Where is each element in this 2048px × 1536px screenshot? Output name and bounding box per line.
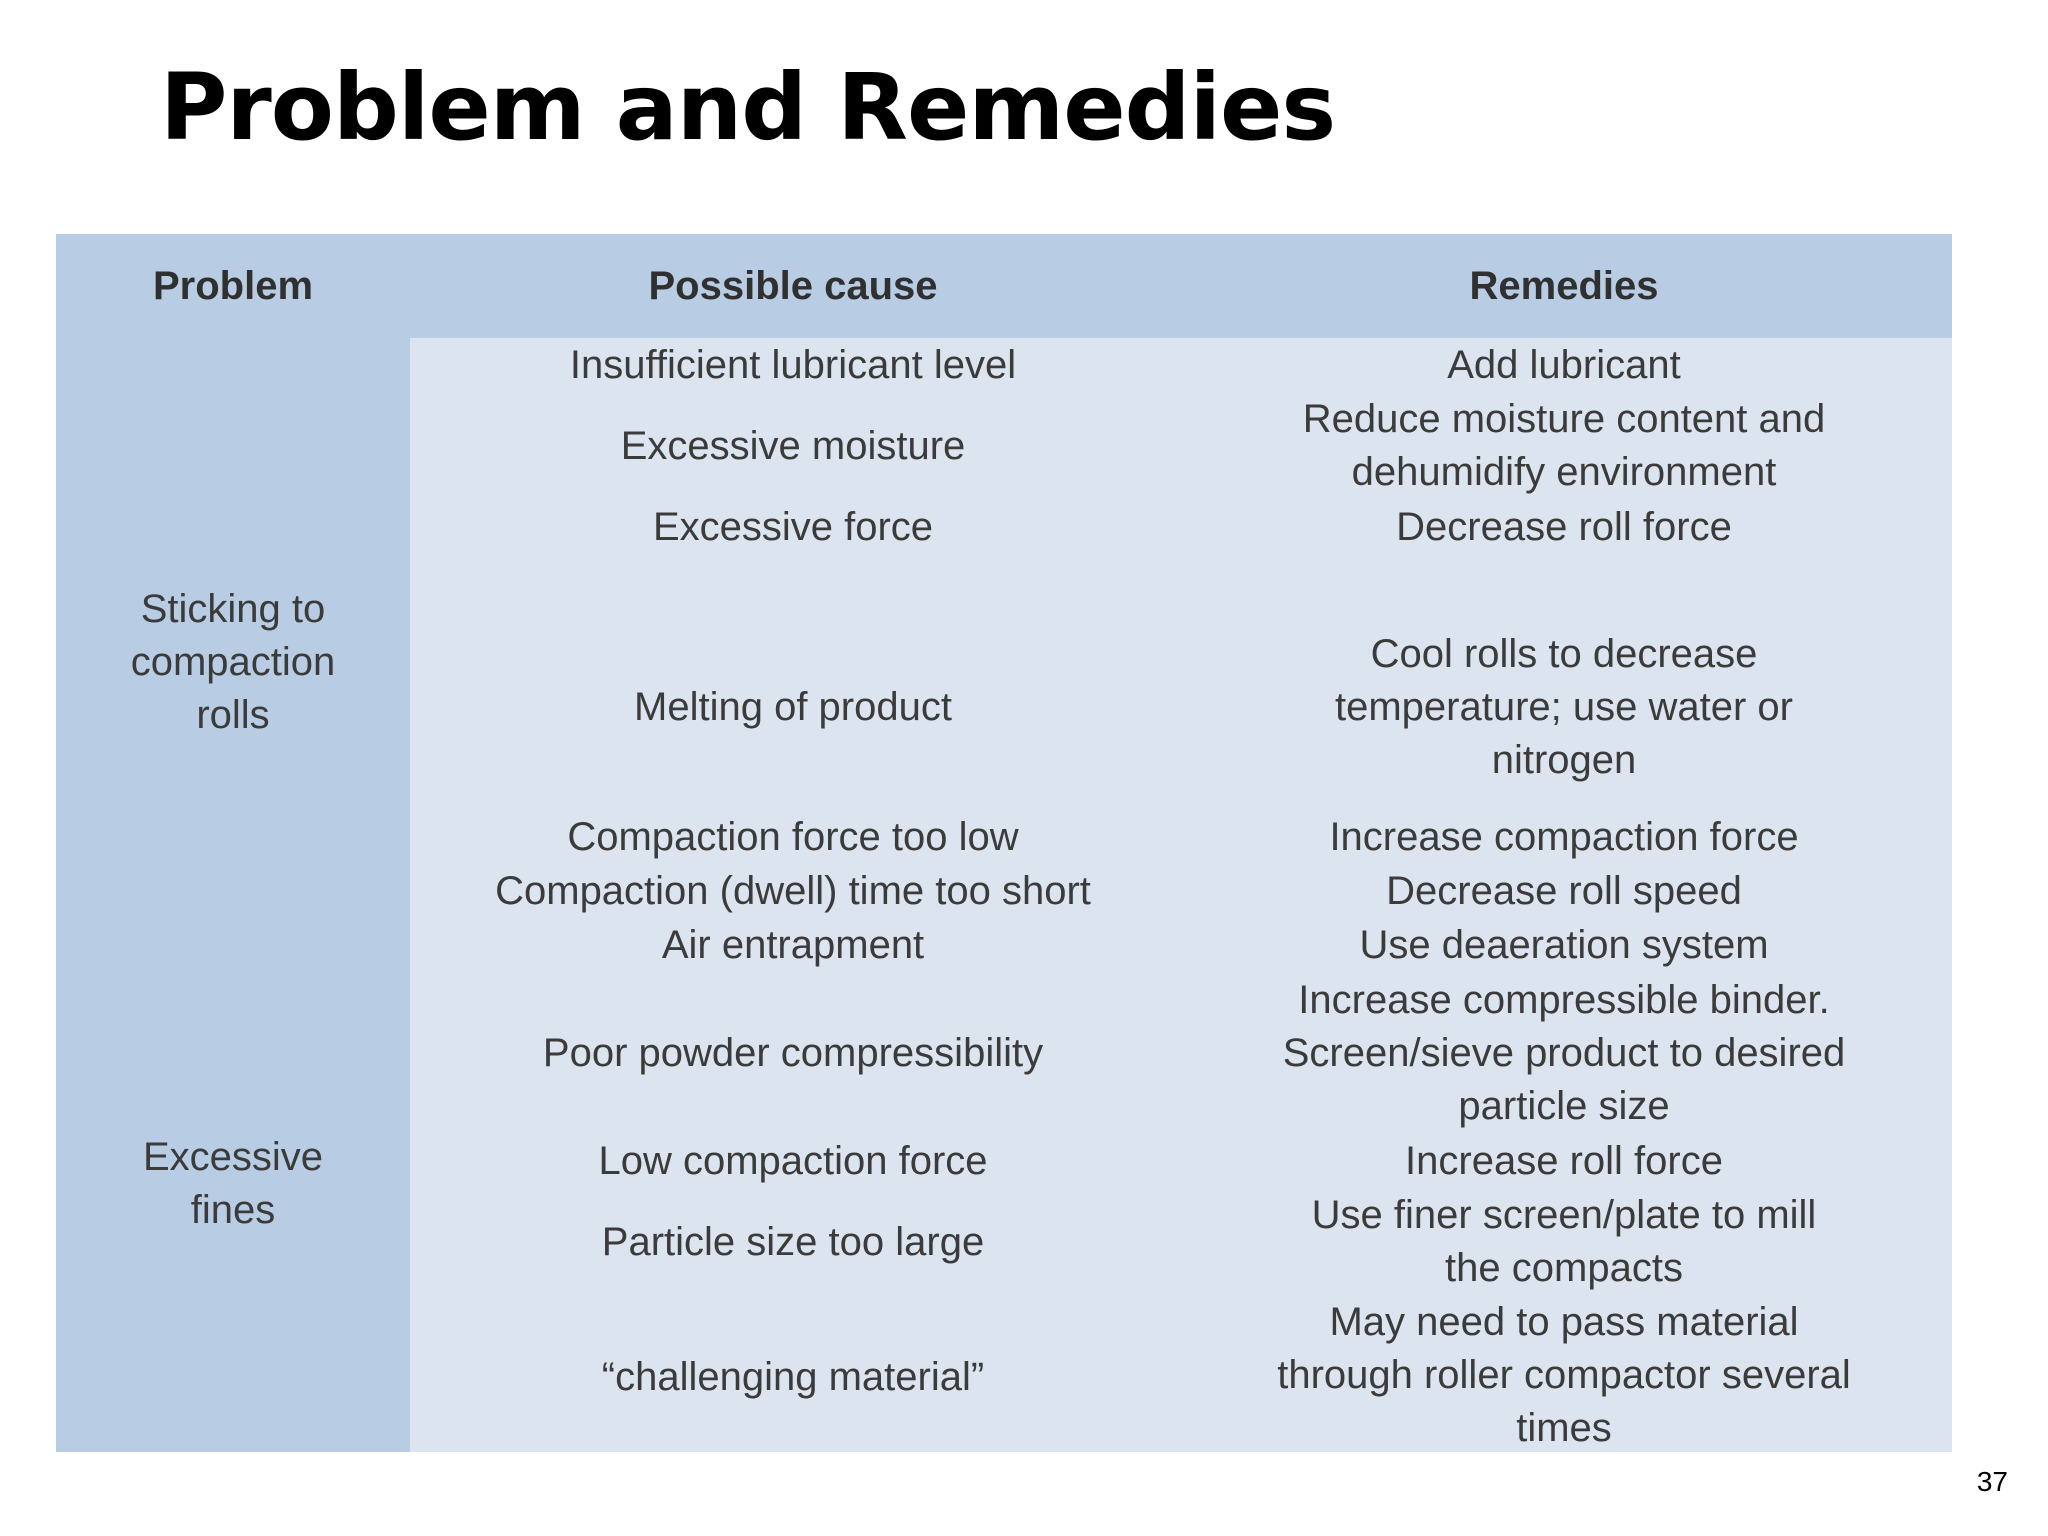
remedy-cell	[1176, 918, 1952, 972]
cause-line: Insufficient lubricant level	[569, 342, 1017, 387]
remedy-cell	[1176, 810, 1952, 864]
cause-line: “challenging material”	[601, 1354, 985, 1399]
remedy-line: particle size	[1458, 1083, 1670, 1128]
remedy-cell	[1176, 624, 1952, 790]
remedy-line: Cool rolls to decrease	[1370, 631, 1758, 676]
cause-line: Excessive force	[652, 504, 934, 549]
problem-cell	[56, 572, 410, 752]
cause-cell	[410, 918, 1176, 972]
cause-cell	[410, 338, 1176, 392]
remedy-line: nitrogen	[1491, 737, 1637, 782]
problem-line: fines	[190, 1188, 276, 1232]
cause-cell	[410, 1134, 1176, 1188]
remedy-cell	[1176, 972, 1952, 1134]
problems-remedies-table	[56, 234, 1952, 1452]
problem-column-background	[56, 338, 410, 1452]
remedy-cell	[1176, 864, 1952, 918]
cause-cell	[410, 392, 1176, 500]
remedy-line: Decrease roll speed	[1386, 868, 1742, 913]
cause-cell	[410, 864, 1176, 918]
remedy-cell	[1176, 500, 1952, 554]
slide-title: Problem and Remedies	[160, 54, 1336, 161]
remedy-line: Increase roll force	[1405, 1138, 1723, 1183]
cause-cell	[410, 1296, 1176, 1458]
remedy-line: Use finer screen/plate to mill	[1311, 1193, 1817, 1237]
cause-line: Particle size too large	[601, 1219, 985, 1264]
remedy-cell	[1176, 1294, 1952, 1456]
cause-line: Poor powder compressibility	[542, 1030, 1044, 1075]
header-problem: Problem	[152, 263, 314, 308]
cause-cell	[410, 810, 1176, 864]
cause-cell	[410, 1188, 1176, 1296]
remedy-line: Reduce moisture content and	[1302, 397, 1826, 441]
remedy-line: Screen/sieve product to desired	[1282, 1030, 1846, 1075]
cause-line: Excessive moisture	[620, 423, 966, 468]
remedy-line: dehumidify environment	[1351, 450, 1777, 494]
cause-cell	[410, 500, 1176, 554]
page-number: 37	[1976, 1466, 2008, 1497]
remedy-line: Use deaeration system	[1359, 922, 1769, 967]
remedy-line: Decrease roll force	[1396, 504, 1732, 549]
problem-cell	[56, 1124, 410, 1244]
remedy-line: through roller compactor several	[1277, 1352, 1851, 1397]
cause-line: Compaction force too low	[567, 814, 1019, 859]
remedy-line: Increase compressible binder.	[1298, 977, 1830, 1022]
remedy-cell	[1176, 1188, 1952, 1296]
cause-cell	[410, 624, 1176, 790]
remedy-cell	[1176, 1134, 1952, 1188]
remedy-cell	[1176, 338, 1952, 392]
problem-line: Excessive	[142, 1135, 324, 1179]
problem-line: compaction	[130, 639, 336, 684]
remedy-line: times	[1516, 1405, 1612, 1450]
cause-line: Melting of product	[634, 684, 952, 729]
remedy-cell	[1176, 392, 1952, 500]
remedy-line: the compacts	[1445, 1246, 1683, 1290]
cause-line: Low compaction force	[598, 1138, 988, 1183]
remedy-line: Add lubricant	[1447, 342, 1681, 387]
cause-line: Air entrapment	[661, 922, 925, 967]
header-remedies: Remedies	[1469, 263, 1659, 308]
remedy-line: May need to pass material	[1329, 1299, 1799, 1344]
cause-cell	[410, 972, 1176, 1134]
remedy-line: Increase compaction force	[1329, 814, 1799, 859]
problem-line: rolls	[196, 692, 270, 737]
header-possible-cause: Possible cause	[648, 263, 938, 308]
cause-line: Compaction (dwell) time too short	[495, 868, 1091, 913]
problem-line: Sticking to	[140, 586, 326, 631]
remedy-line: temperature; use water or	[1335, 684, 1793, 729]
